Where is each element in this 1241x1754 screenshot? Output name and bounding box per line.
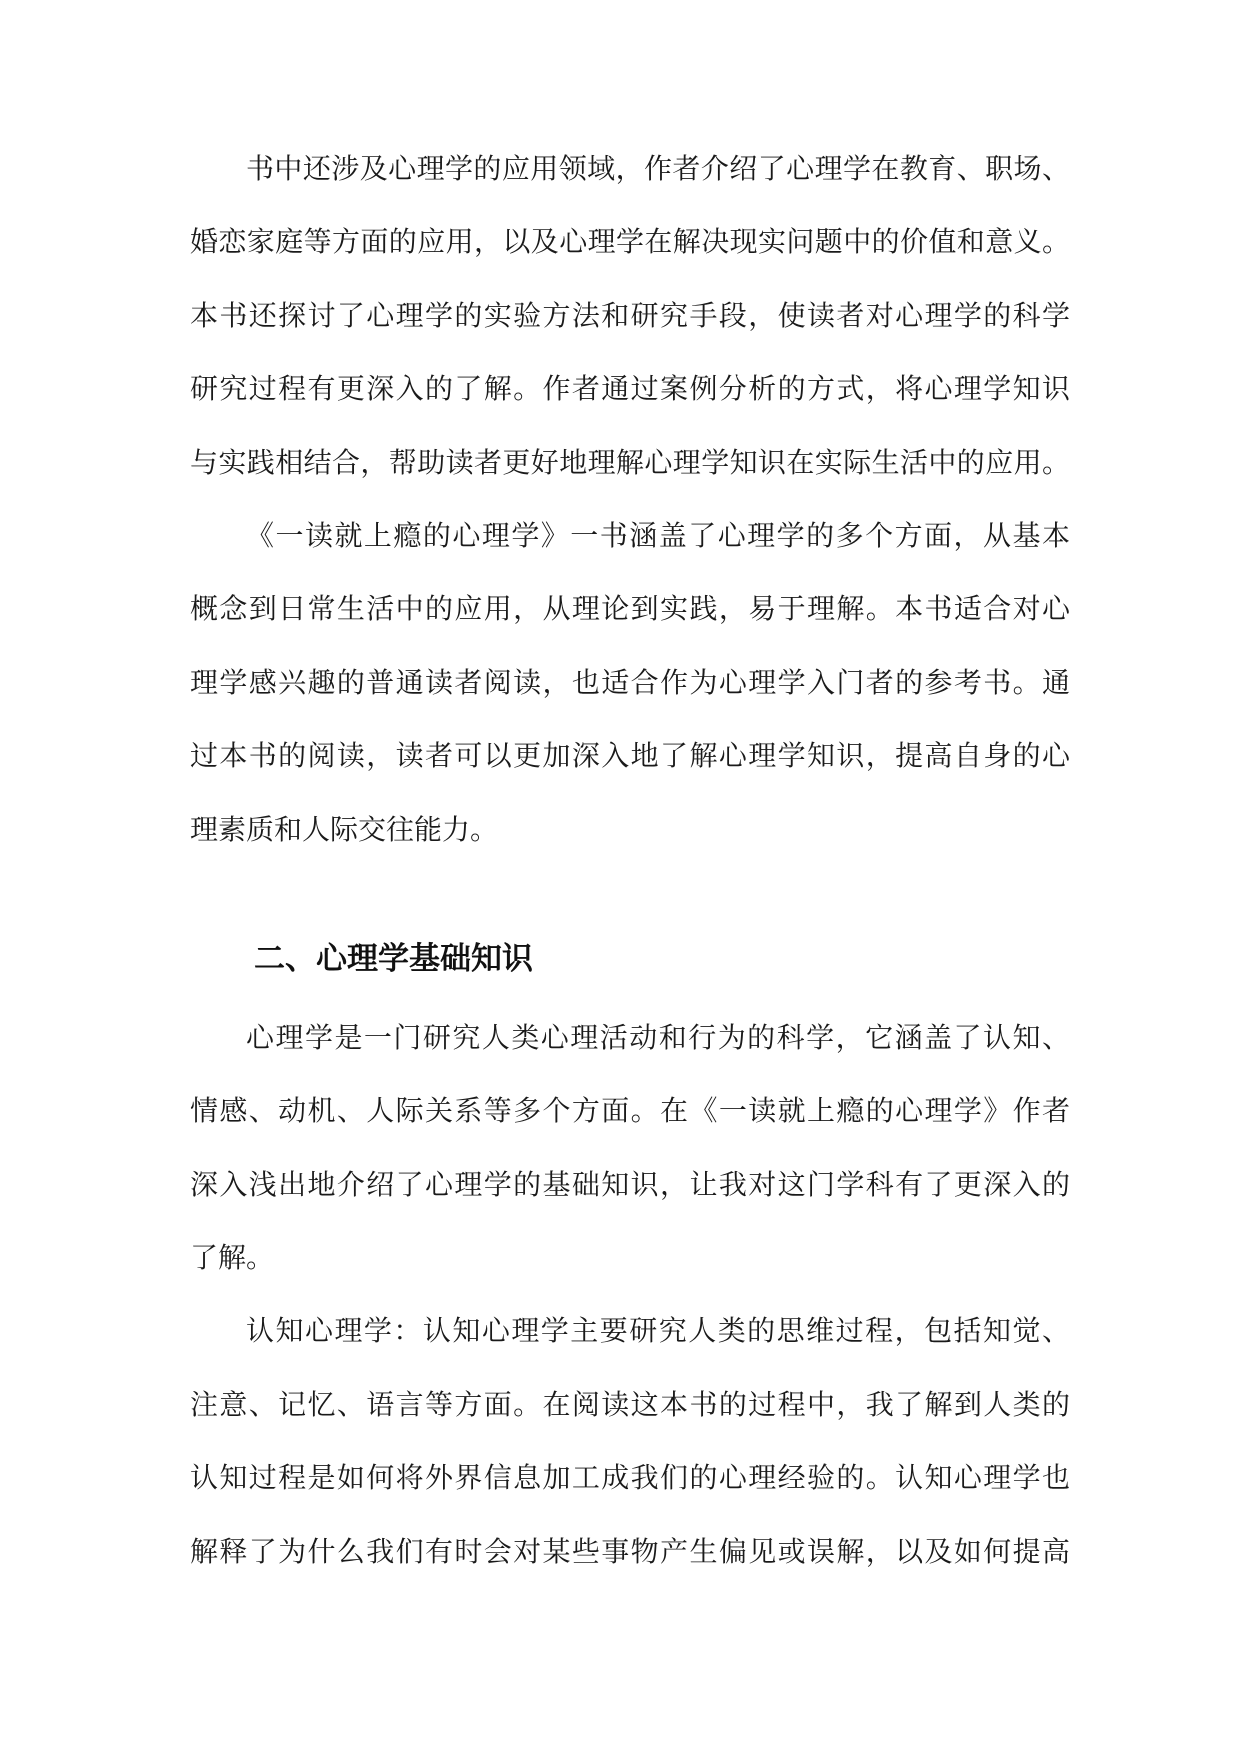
paragraph-line: 研究过程有更深入的了解。作者通过案例分析的方式，将心理学知识 (190, 372, 1070, 406)
paragraph-line: 概念到日常生活中的应用，从理论到实践，易于理解。本书适合对心 (190, 592, 1070, 626)
paragraph-line: 情感、动机、人际关系等多个方面。在《一读就上瘾的心理学》作者 (190, 1094, 1070, 1128)
paragraph-line: 与实践相结合，帮助读者更好地理解心理学知识在实际生活中的应用。 (190, 445, 1070, 479)
paragraph-line: 解释了为什么我们有时会对某些事物产生偏见或误解，以及如何提高 (190, 1534, 1070, 1568)
paragraph-applications (190, 132, 1070, 499)
paragraph-line: 认知心理学：认知心理学主要研究人类的思维过程，包括知觉、 (246, 1314, 1070, 1348)
paragraph-line: 理素质和人际交往能力。 (190, 812, 499, 846)
paragraph-line: 深入浅出地介绍了心理学的基础知识，让我对这门学科有了更深入的 (190, 1167, 1070, 1201)
paragraph-cognitive (190, 1294, 1070, 1588)
paragraph-line: 婚恋家庭等方面的应用，以及心理学在解决现实问题中的价值和意义。 (190, 225, 1070, 259)
paragraph-line: 心理学是一门研究人类心理活动和行为的科学，它涵盖了认知、 (246, 1020, 1070, 1054)
paragraph-line: 过本书的阅读，读者可以更加深入地了解心理学知识，提高自身的心 (190, 739, 1070, 773)
paragraph-line: 《一读就上瘾的心理学》一书涵盖了心理学的多个方面，从基本 (246, 518, 1070, 552)
paragraph-basics (190, 1001, 1070, 1295)
paragraph-line: 注意、记忆、语言等方面。在阅读这本书的过程中，我了解到人类的 (190, 1387, 1070, 1421)
paragraph-line: 了解。 (190, 1241, 275, 1275)
spacer (190, 866, 1070, 919)
paragraph-summary (190, 499, 1070, 866)
paragraph-line: 认知过程是如何将外界信息加工成我们的心理经验的。认知心理学也 (190, 1461, 1070, 1495)
paragraph-line: 理学感兴趣的普通读者阅读，也适合作为心理学入门者的参考书。通 (190, 665, 1070, 699)
paragraph-line: 本书还探讨了心理学的实验方法和研究手段，使读者对心理学的科学 (190, 298, 1070, 332)
document-body (190, 132, 1070, 1588)
paragraph-line: 书中还涉及心理学的应用领域，作者介绍了心理学在教育、职场、 (246, 152, 1070, 185)
section-heading: 二、心理学基础知识 (254, 940, 533, 977)
